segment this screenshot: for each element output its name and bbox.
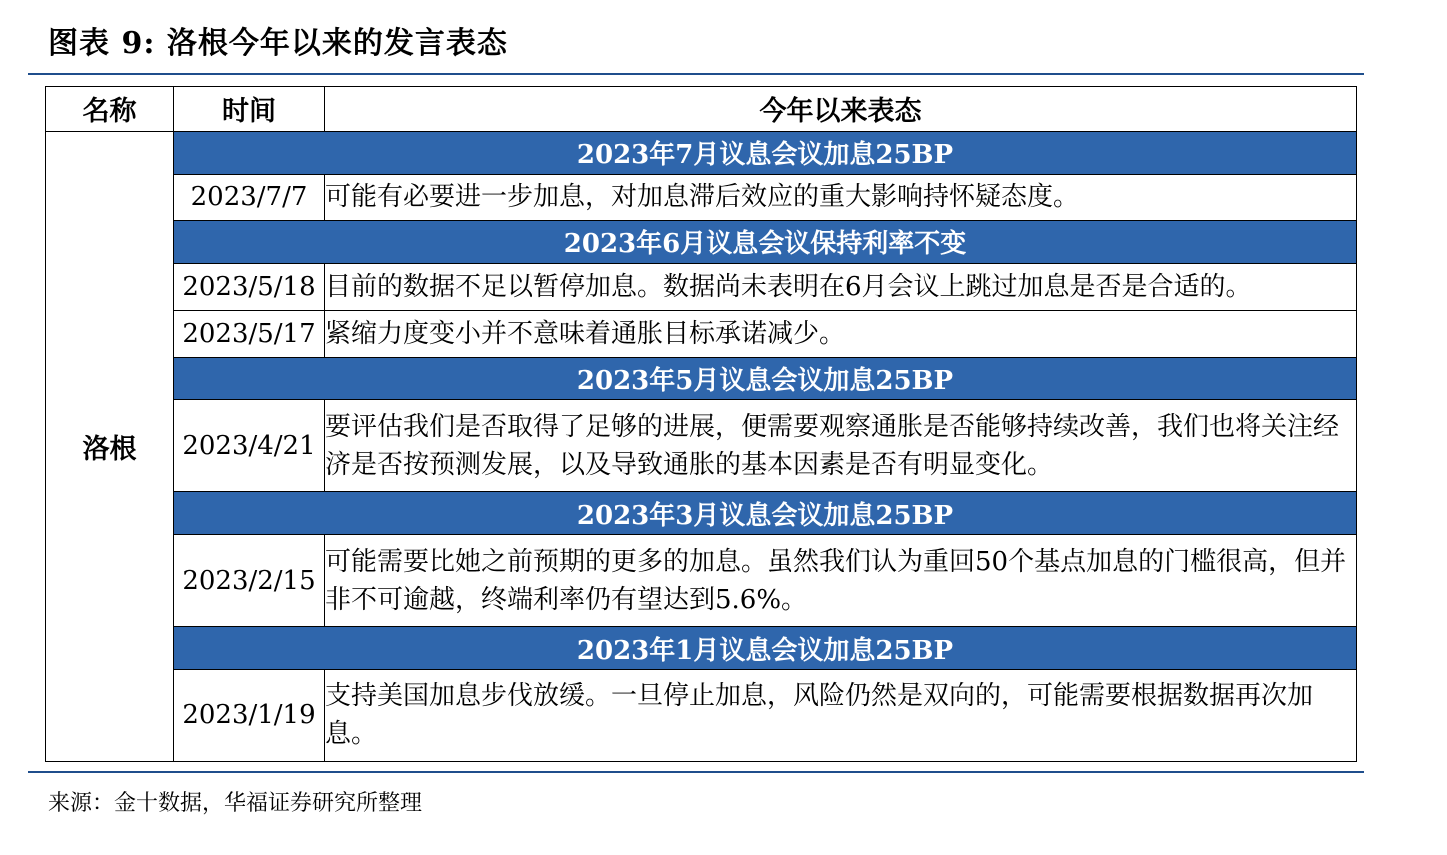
header-statements: 今年以来表态: [325, 87, 1357, 132]
speaker-name: 洛根: [46, 131, 174, 761]
row-statement: 可能有必要进一步加息，对加息滞后效应的重大影响持怀疑态度。: [325, 174, 1357, 220]
row-statement: 可能需要比她之前预期的更多的加息。虽然我们认为重回50个基点加息的门槛很高，但并非不可逾越，终端利率仍有望达到5.6%。: [325, 535, 1357, 627]
table-row: [46, 400, 1357, 492]
bottom-rule: [28, 771, 1364, 773]
meeting-row: [46, 131, 1357, 174]
row-date: 2023/5/18: [174, 263, 325, 310]
top-rule: [28, 73, 1364, 75]
statements-table: [45, 86, 1357, 762]
meeting-label: 2023年1月议息会议加息25BP: [174, 627, 1357, 670]
table-row: [46, 263, 1357, 310]
figure-title: 图表 9: 洛根今年以来的发言表态: [48, 26, 508, 61]
header-row: [46, 87, 1357, 132]
table-row: [46, 174, 1357, 220]
meeting-row: [46, 357, 1357, 400]
table-row: [46, 535, 1357, 627]
table-row: [46, 310, 1357, 357]
meeting-label: 2023年3月议息会议加息25BP: [174, 492, 1357, 535]
row-date: 2023/7/7: [174, 174, 325, 220]
meeting-label: 2023年7月议息会议加息25BP: [174, 131, 1357, 174]
row-statement: 紧缩力度变小并不意味着通胀目标承诺减少。: [325, 310, 1357, 357]
meeting-row: [46, 492, 1357, 535]
row-date: 2023/4/21: [174, 400, 325, 492]
row-date: 2023/1/19: [174, 669, 325, 761]
header-name: 名称: [46, 87, 174, 132]
row-date: 2023/2/15: [174, 535, 325, 627]
row-statement: 要评估我们是否取得了足够的进展，便需要观察通胀是否能够持续改善，我们也将关注经济是否按预测发展，以及导致通胀的基本因素是否有明显变化。: [325, 400, 1357, 492]
meeting-row: [46, 220, 1357, 263]
row-date: 2023/5/17: [174, 310, 325, 357]
header-time: 时间: [174, 87, 325, 132]
meeting-row: [46, 627, 1357, 670]
table-row: [46, 669, 1357, 761]
row-statement: 目前的数据不足以暂停加息。数据尚未表明在6月会议上跳过加息是否是合适的。: [325, 263, 1357, 310]
row-statement: 支持美国加息步伐放缓。一旦停止加息，风险仍然是双向的，可能需要根据数据再次加息。: [325, 669, 1357, 761]
meeting-label: 2023年6月议息会议保持利率不变: [174, 220, 1357, 263]
source-note: 来源：金十数据，华福证券研究所整理: [48, 791, 423, 816]
meeting-label: 2023年5月议息会议加息25BP: [174, 357, 1357, 400]
